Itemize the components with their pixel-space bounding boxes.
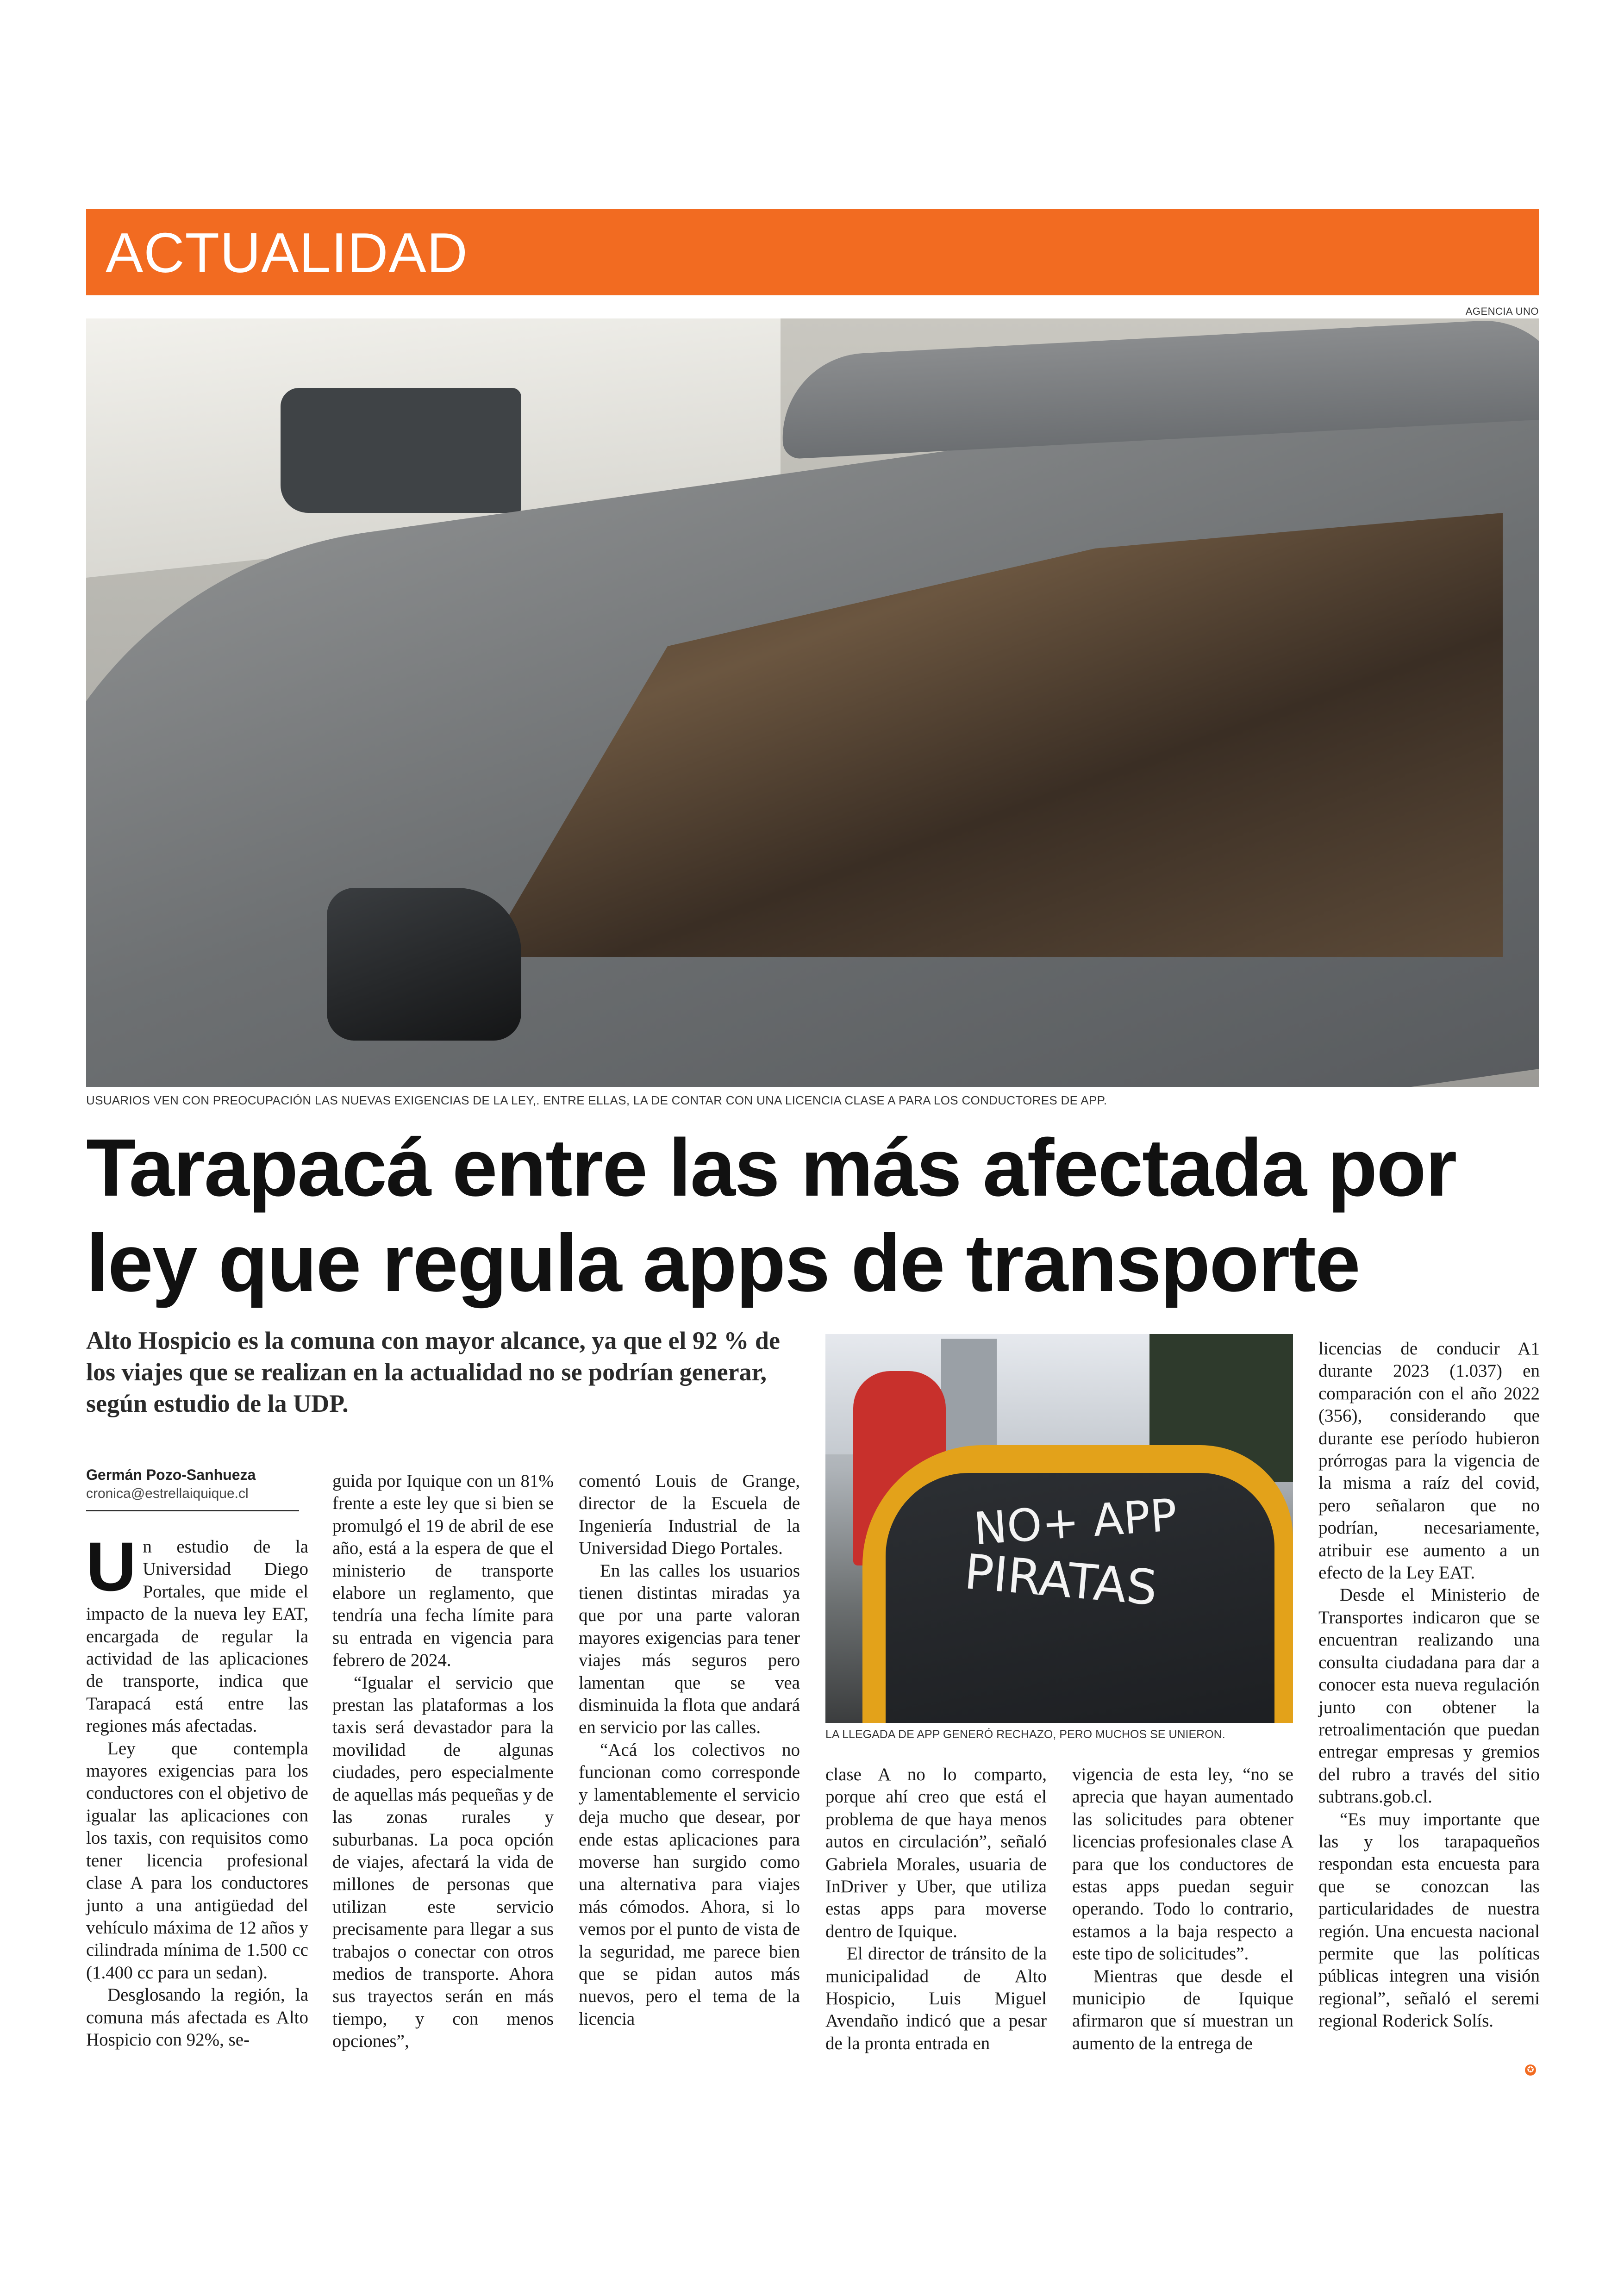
dropcap: U: [86, 1528, 137, 1605]
byline-author: Germán Pozo-Sanhueza: [86, 1466, 256, 1483]
body-paragraph: clase A no lo comparto, porque ahí creo que está el problema de que haya menos autos en circulación”, señaló Gabriela Morales, usuaria de InDriver y Uber, que utiliza estas apps para moverse dentro de Iquique.: [825, 1765, 1047, 1941]
article-end-icon: ✪: [1525, 2064, 1536, 2076]
main-photo: [86, 318, 1539, 1087]
body-paragraph: “Acá los colectivos no funcionan como corresponde y lamentablemente el servicio deja mucho que desear, por ende estas aplicaciones para moverse han surgido como una alternativa para viajes más cómodos. Ahora, si lo vemos por el punto de vista de la seguridad, me parece bien que se pidan autos más nuevos, pero el tema de la licencia: [579, 1740, 800, 2029]
headline: [86, 1120, 1540, 1311]
headline-line-2: ley que regula apps de transporte: [86, 1218, 1360, 1309]
main-photo-caption: USUARIOS VEN CON PREOCUPACIÓN LAS NUEVAS EXIGENCIAS DE LA LEY,. ENTRE ELLAS, LA DE CONTAR CON UNA LICENCIA CLASE A PARA LOS CONDUCTORES DE APP.: [86, 1093, 1107, 1107]
body-paragraph: “Es muy importante que las y los tarapaqueños respondan esta encuesta para que se conozcan las particularidades de nuestra región. Una encuesta nacional permite que las políticas públicas integren una visión regional”, señaló el seremi regional Roderick Solís.: [1318, 1809, 1540, 2031]
body-paragraph: El director de tránsito de la municipalidad de Alto Hospicio, Luis Miguel Avendaño indicó que a pesar de la pronta entrada en: [825, 1944, 1047, 2053]
body-paragraph: Mientras que desde el municipio de Iquique afirmaron que sí muestran un aumento de la entrega de: [1072, 1966, 1293, 2053]
photo-sign-text-1: NO+ APP: [972, 1489, 1179, 1555]
body-column-4: [825, 1764, 1047, 2055]
byline-divider: [86, 1510, 299, 1511]
body-paragraph: “Igualar el servicio que prestan las plataformas a los taxis será devastador para la movilidad de algunas ciudades, pero especialmente de aquellas más pequeñas y de las zonas rurales y suburbanas. La poca opción de viajes, afectará la vida de millones de personas que utilizan este servicio precisamente para llegar a sus trabajos o conectar con otros medios de transporte. Ahora sus trayectos serán en más tiempo, y con menos opciones”,: [332, 1672, 554, 2052]
body-column-6: [1318, 1338, 1540, 2033]
headline-line-1: Tarapacá entre las más afectada por: [86, 1123, 1456, 1213]
body-paragraph: licencias de conducir A1 durante 2023 (1.037) en comparación con el año 2022 (356), considerando que durante ese período hubieron prórrogas para la vigencia de la misma a raíz del covid, pero señalaron que no podrían, necesariamente, atribuir ese aumento a un efecto de la Ley EAT.: [1318, 1339, 1540, 1583]
section-header-bar: [86, 209, 1539, 295]
body-column-5: [1072, 1764, 1293, 2055]
body-paragraph: comentó Louis de Grange, director de la Escuela de Ingeniería Industrial de la Universidad Diego Portales.: [579, 1471, 800, 1559]
body-paragraph: Ley que contempla mayores exigencias para los conductores con el objetivo de igualar las aplicaciones con los taxis, con requisitos como tener licencia profesional clase A para los conductores junto a una antigüedad del vehículo máxima de 12 años y cilindrada mínima de 1.500 cc (1.400 cc para un sedan).: [86, 1738, 308, 1983]
body-paragraph: vigencia de esta ley, “no se aprecia que hayan aumentado las solicitudes para obtener licencias profesionales clase A para que los conductores de estas apps puedan seguir operando. Todo lo contrario, estamos a la baja respecto a este tipo de solicitudes”.: [1072, 1765, 1293, 1964]
section-title: ACTUALIDAD: [106, 221, 468, 284]
body-paragraph: Desde el Ministerio de Transportes indicaron que se encuentran realizando una consulta ciudadana para dar a conocer esta nueva regulación junto con obtener la retroalimentación que puedan entregar empresas y gremios del rubro a través del sitio subtrans.gob.cl.: [1318, 1585, 1540, 1807]
body-paragraph: guida por Iquique con un 81% frente a este ley que si bien se promulgó el 19 de abril de ese año, está a la espera de que el ministerio de transporte elabore un reglamento, que tendría una fecha límite para su entrada en vigencia para febrero de 2024.: [332, 1471, 554, 1671]
deck-subtitle: Alto Hospicio es la comuna con mayor alcance, ya que el 92 % de los viajes que se realizan en la actualidad no se podrían generar, según estudio de la UDP.: [86, 1327, 780, 1417]
body-paragraph: [86, 1528, 308, 1738]
body-column-1: [86, 1528, 308, 2051]
secondary-photo: [825, 1334, 1293, 1723]
photo-building: [941, 1339, 997, 1454]
secondary-photo-caption: LA LLEGADA DE APP GENERÓ RECHAZO, PERO MUCHOS SE UNIERON.: [825, 1728, 1225, 1741]
body-paragraph: En las calles los usuarios tienen distintas miradas ya que por una parte valoran mayores exigencias para tener viajes más seguros pero lamentan que se vea disminuida la flota que andará en servicio por las calles.: [579, 1560, 800, 1738]
body-text: n estudio de la Universidad Diego Portales, que mide el impacto de la nueva ley EAT, encargada de regular la actividad de las aplicaciones de transporte, indica que Tarapacá está entre las regiones más afectadas.: [86, 1537, 308, 1736]
body-column-3: [579, 1470, 800, 2030]
body-paragraph: Desglosando la región, la comuna más afectada es Alto Hospicio con 92%, se-: [86, 1985, 308, 2050]
photo-side-mirror: [327, 888, 521, 1041]
photo-background-window: [281, 388, 521, 513]
photo-credit: AGENCIA UNO: [1465, 306, 1539, 317]
byline-email: cronica@estrellaiquique.cl: [86, 1486, 249, 1501]
body-column-2: [332, 1470, 554, 2053]
photo-sign-text-2: PIRATAS: [962, 1543, 1160, 1616]
